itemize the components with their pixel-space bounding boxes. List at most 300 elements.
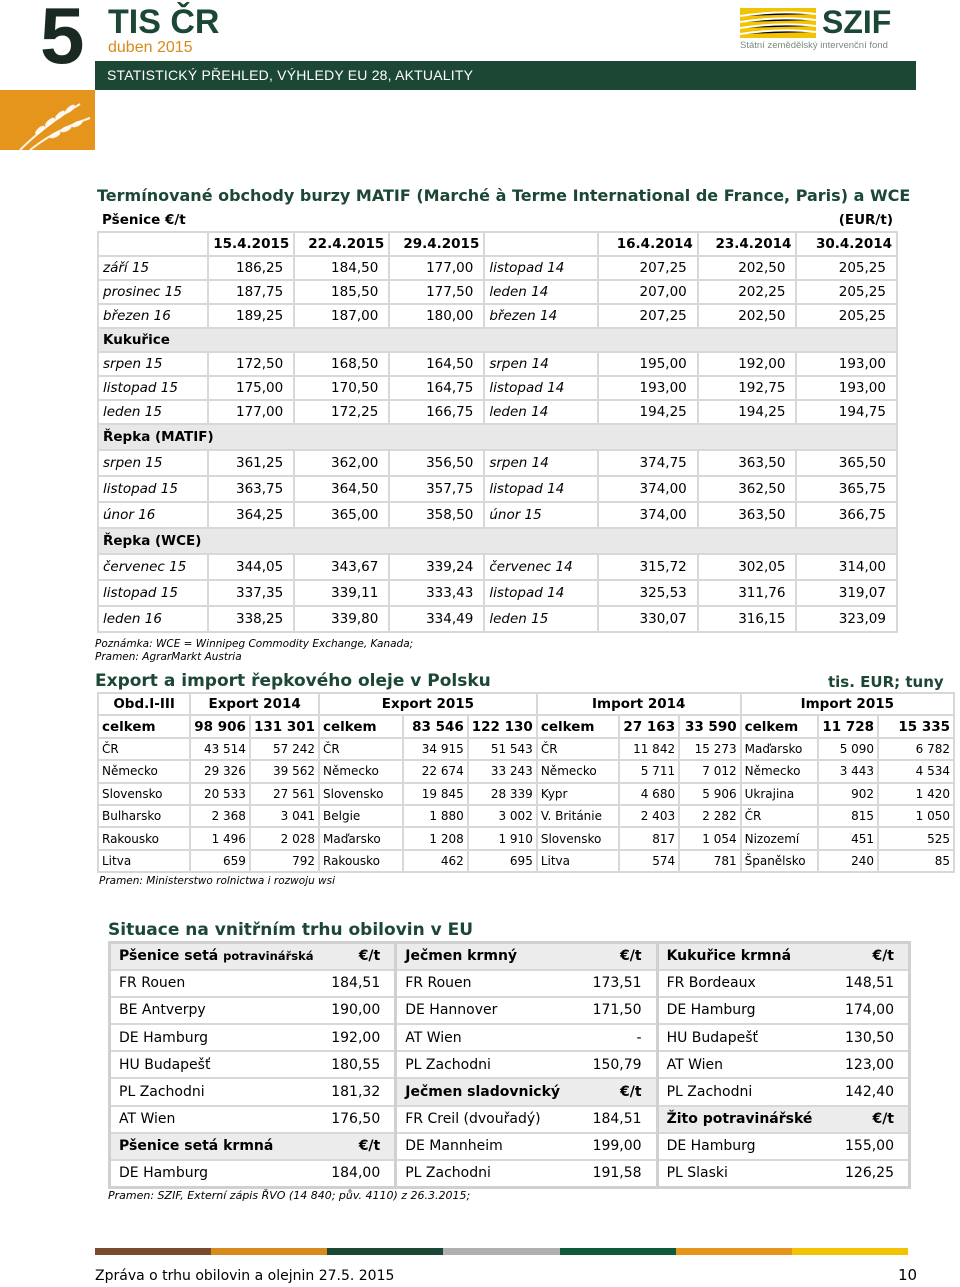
price-cell: 150,79 (580, 1051, 657, 1078)
price-cell: 170,50 (294, 376, 389, 400)
value-cell: 22 674 (403, 760, 468, 782)
value-cell: 695 (468, 850, 537, 872)
price-cell: 374,00 (598, 476, 698, 502)
value-cell: 3 002 (468, 805, 537, 827)
market-cell (396, 1133, 580, 1160)
matif-source: Pramen: AgrarMarkt Austria (95, 651, 242, 663)
label-text: PL Slaski (666, 1165, 728, 1182)
contract-month: srpen 14 (484, 450, 598, 476)
label-text: DE Hamburg (666, 1002, 756, 1019)
price-cell: 337,35 (208, 580, 294, 606)
label-text: Ječmen sladovnický (405, 1084, 561, 1101)
label-text: HU Budapešť (119, 1056, 211, 1073)
price-cell: 205,25 (796, 304, 897, 328)
price-cell: 184,51 (580, 1106, 657, 1133)
szif-logo (740, 6, 920, 54)
header-bar (95, 61, 916, 90)
date-header: 16.4.2014 (598, 232, 698, 256)
country-cell: ČR (319, 738, 403, 760)
value-cell: 51 543 (468, 738, 537, 760)
country-cell: Kypr (537, 783, 620, 805)
value-cell: 27 561 (250, 783, 319, 805)
price-cell: 142,40 (837, 1078, 910, 1105)
wheat-ear-icon (0, 90, 95, 150)
label-text: DE Hannover (405, 1002, 498, 1019)
eu-source: Pramen: SZIF, Externí zápis ŘVO (14 840; pův. 4110) z 26.3.2015; (108, 1189, 471, 1202)
market-cell (110, 1078, 322, 1105)
price-cell: 334,49 (389, 606, 484, 632)
contract-month: srpen 15 (98, 450, 208, 476)
price-cell: 148,51 (837, 970, 910, 997)
eu-rows (110, 943, 910, 1188)
price-cell: 177,00 (389, 256, 484, 280)
unit-cell: €/t (322, 1133, 396, 1160)
table-row (98, 376, 897, 400)
value-cell: 2 282 (679, 805, 741, 827)
value-cell: 2 028 (250, 827, 319, 849)
market-cell (396, 1024, 580, 1051)
szif-logo-icon (740, 8, 816, 38)
contract-month: červenec 14 (484, 554, 598, 580)
price-cell: 323,09 (796, 606, 897, 632)
table-row (98, 352, 897, 376)
table-row (98, 805, 954, 827)
price-cell: 364,25 (208, 502, 294, 528)
value-cell: 1 910 (468, 827, 537, 849)
value-cell: 525 (878, 827, 954, 849)
market-cell (396, 970, 580, 997)
table-row (98, 580, 897, 606)
country-cell: Rakousko (98, 827, 190, 849)
value-cell: 83 546 (403, 715, 468, 737)
price-cell: 187,00 (294, 304, 389, 328)
label-text: PL Zachodni (405, 1165, 491, 1182)
market-cell (110, 997, 322, 1024)
label-text: FR Bordeaux (666, 975, 756, 992)
unit-cell: €/t (837, 1106, 910, 1133)
value-cell: 4 680 (619, 783, 679, 805)
date-header-spacer (484, 232, 598, 256)
table-row (98, 450, 897, 476)
date-header: 22.4.2015 (294, 232, 389, 256)
price-cell: 333,43 (389, 580, 484, 606)
table-row (110, 997, 910, 1024)
country-cell: celkem (741, 715, 819, 737)
market-cell (110, 1024, 322, 1051)
price-cell: 173,51 (580, 970, 657, 997)
label-text: HU Budapešť (666, 1029, 759, 1046)
country-cell: celkem (98, 715, 190, 737)
value-cell: 15 335 (878, 715, 954, 737)
price-cell: 193,00 (796, 376, 897, 400)
label-text: PL Zachodni (405, 1056, 491, 1073)
value-cell: 781 (679, 850, 741, 872)
market-cell (657, 997, 837, 1024)
footer-bar-segment (443, 1248, 559, 1255)
country-cell: Rakousko (319, 850, 403, 872)
price-cell: 194,25 (598, 400, 698, 424)
market-cell (396, 1106, 580, 1133)
value-cell: 122 130 (468, 715, 537, 737)
contract-month: prosinec 15 (98, 280, 208, 304)
oil-rows (98, 715, 954, 872)
value-cell: 817 (619, 827, 679, 849)
contract-month: červenec 15 (98, 554, 208, 580)
country-cell: Slovensko (319, 783, 403, 805)
corn-rows (98, 352, 897, 424)
footer-bar-segment (95, 1248, 211, 1255)
label-text: DE Hamburg (119, 1029, 208, 1046)
page-header (0, 0, 960, 150)
label-text: Pšenice setá krmná (119, 1138, 274, 1155)
table-row (98, 554, 897, 580)
footer-bar-segment (211, 1248, 327, 1255)
wheat-label: Pšenice €/t (102, 211, 186, 228)
value-cell: 20 533 (190, 783, 250, 805)
price-cell: 195,00 (598, 352, 698, 376)
price-cell: 366,75 (796, 502, 897, 528)
contract-month: leden 14 (484, 400, 598, 424)
value-cell: 11 842 (619, 738, 679, 760)
value-cell: 792 (250, 850, 319, 872)
logo-subtitle: Státní zemědělský intervenční fond (740, 40, 888, 51)
label-text: AT Wien (666, 1056, 723, 1073)
price-cell: 339,80 (294, 606, 389, 632)
price-cell: 190,00 (322, 997, 396, 1024)
value-cell: 462 (403, 850, 468, 872)
country-cell: Nizozemí (741, 827, 819, 849)
country-cell: Maďarsko (741, 738, 819, 760)
table-row (98, 760, 954, 782)
price-cell: 177,00 (208, 400, 294, 424)
value-cell: 5 090 (818, 738, 878, 760)
price-cell: 356,50 (389, 450, 484, 476)
price-cell: 362,50 (698, 476, 797, 502)
table-row (98, 715, 954, 737)
commodity-header (110, 943, 322, 970)
country-cell: Slovensko (537, 827, 620, 849)
contract-month: leden 14 (484, 280, 598, 304)
price-cell: 184,00 (322, 1160, 396, 1187)
price-cell: 315,72 (598, 554, 698, 580)
value-cell: 43 514 (190, 738, 250, 760)
table-row (110, 1160, 910, 1187)
table-row (98, 476, 897, 502)
value-cell: 29 326 (190, 760, 250, 782)
price-cell: 344,05 (208, 554, 294, 580)
value-cell: 1 208 (403, 827, 468, 849)
market-cell (657, 1051, 837, 1078)
price-cell: 187,75 (208, 280, 294, 304)
contract-month: únor 15 (484, 502, 598, 528)
rape-matif-rows (98, 450, 897, 528)
value-cell: 5 711 (619, 760, 679, 782)
contract-month: září 15 (98, 256, 208, 280)
label-text: BE Antverpy (119, 1002, 206, 1019)
label-text: PL Zachodni (666, 1084, 753, 1101)
price-cell: 325,53 (598, 580, 698, 606)
price-cell: 374,75 (598, 450, 698, 476)
value-cell: 3 443 (818, 760, 878, 782)
price-cell: 207,25 (598, 304, 698, 328)
footer-color-bar (95, 1248, 908, 1255)
issue-number: 5 (40, 0, 85, 80)
price-cell: 130,50 (837, 1024, 910, 1051)
price-cell: 339,24 (389, 554, 484, 580)
footer-text: Zpráva o trhu obilovin a olejnin 27.5. 2015 (95, 1268, 395, 1284)
oil-header: Import 2015 (741, 693, 954, 715)
value-cell: 574 (619, 850, 679, 872)
wheat-rows (98, 256, 897, 328)
rape-wce-label: Řepka (WCE) (98, 528, 897, 554)
table-row (98, 502, 897, 528)
price-cell: 126,25 (837, 1160, 910, 1187)
contract-month: březen 16 (98, 304, 208, 328)
value-cell: 2 368 (190, 805, 250, 827)
price-cell: 193,00 (598, 376, 698, 400)
country-cell: V. Británie (537, 805, 620, 827)
table-row (110, 1106, 910, 1133)
value-cell: 5 906 (679, 783, 741, 805)
price-cell: 192,00 (322, 1024, 396, 1051)
contract-month: listopad 14 (484, 376, 598, 400)
price-cell: 202,50 (698, 256, 797, 280)
country-cell: ČR (98, 738, 190, 760)
value-cell: 85 (878, 850, 954, 872)
unit-cell: €/t (580, 943, 657, 970)
oil-table (97, 692, 955, 873)
market-cell (657, 1078, 837, 1105)
price-cell: - (580, 1024, 657, 1051)
page-number: 10 (898, 1266, 918, 1284)
price-cell: 361,25 (208, 450, 294, 476)
price-cell: 363,50 (698, 450, 797, 476)
label-suffix: potravinářská (223, 949, 314, 964)
price-cell: 192,00 (698, 352, 797, 376)
value-cell: 11 728 (818, 715, 878, 737)
price-cell: 164,75 (389, 376, 484, 400)
country-cell: Německo (741, 760, 819, 782)
price-cell: 199,00 (580, 1133, 657, 1160)
label-text: FR Rouen (405, 975, 472, 992)
value-cell: 19 845 (403, 783, 468, 805)
price-cell: 176,50 (322, 1106, 396, 1133)
value-cell: 1 054 (679, 827, 741, 849)
price-cell: 166,75 (389, 400, 484, 424)
rape-wce-rows (98, 554, 897, 632)
country-cell: ČR (741, 805, 819, 827)
value-cell: 3 041 (250, 805, 319, 827)
matif-table (97, 208, 898, 633)
value-cell: 34 915 (403, 738, 468, 760)
unit-cell: €/t (837, 943, 910, 970)
value-cell: 57 242 (250, 738, 319, 760)
market-cell (657, 1133, 837, 1160)
price-cell: 175,00 (208, 376, 294, 400)
country-cell: Německo (319, 760, 403, 782)
contract-month: listopad 15 (98, 580, 208, 606)
price-cell: 362,00 (294, 450, 389, 476)
price-cell: 338,25 (208, 606, 294, 632)
country-cell: Litva (537, 850, 620, 872)
matif-note-text: Poznámka: WCE = Winnipeg Commodity Exchange, Kanada; (95, 638, 414, 650)
contract-month: listopad 15 (98, 476, 208, 502)
price-cell: 343,67 (294, 554, 389, 580)
price-cell: 172,25 (294, 400, 389, 424)
footer-bar-segment (560, 1248, 676, 1255)
value-cell: 98 906 (190, 715, 250, 737)
table-row (110, 1078, 910, 1105)
contract-month: leden 15 (98, 400, 208, 424)
date-header-spacer (98, 232, 208, 256)
market-cell (110, 1051, 322, 1078)
header-subtitle: STATISTICKÝ PŘEHLED, VÝHLEDY EU 28, AKTUALITY (107, 67, 474, 83)
price-cell: 194,75 (796, 400, 897, 424)
value-cell: 451 (818, 827, 878, 849)
country-cell: Ukrajina (741, 783, 819, 805)
label-text: AT Wien (119, 1111, 176, 1128)
unit-cell: €/t (322, 943, 396, 970)
value-cell: 1 496 (190, 827, 250, 849)
table-row (98, 304, 897, 328)
value-cell: 1 420 (878, 783, 954, 805)
oil-header: Import 2014 (537, 693, 741, 715)
table-row (98, 850, 954, 872)
price-cell: 374,00 (598, 502, 698, 528)
market-cell (396, 1051, 580, 1078)
contract-month: srpen 14 (484, 352, 598, 376)
table-row (98, 400, 897, 424)
price-cell: 180,00 (389, 304, 484, 328)
contract-month: listopad 15 (98, 376, 208, 400)
price-cell: 164,50 (389, 352, 484, 376)
price-cell: 302,05 (698, 554, 797, 580)
value-cell: 2 403 (619, 805, 679, 827)
value-cell: 15 273 (679, 738, 741, 760)
price-cell: 207,25 (598, 256, 698, 280)
market-cell (396, 997, 580, 1024)
price-cell: 186,25 (208, 256, 294, 280)
country-cell: Německo (537, 760, 620, 782)
table-row (110, 1051, 910, 1078)
logo-name: SZIF (822, 4, 892, 40)
value-cell: 240 (818, 850, 878, 872)
price-cell: 189,25 (208, 304, 294, 328)
footer-bar-segment (676, 1248, 792, 1255)
value-cell: 815 (818, 805, 878, 827)
contract-month: leden 15 (484, 606, 598, 632)
country-cell: Německo (98, 760, 190, 782)
commodity-header (110, 1133, 322, 1160)
table-row (98, 280, 897, 304)
oil-title: Export a import řepkového oleje v Polsku (95, 671, 491, 691)
matif-title: Termínované obchody burzy MATIF (Marché à Terme International de France, Paris) a WCE (97, 186, 911, 205)
contract-month: leden 16 (98, 606, 208, 632)
unit-cell: €/t (580, 1078, 657, 1105)
unit-label: (EUR/t) (838, 211, 893, 228)
price-cell: 365,50 (796, 450, 897, 476)
label-text: DE Hamburg (119, 1165, 208, 1182)
date-header: 15.4.2015 (208, 232, 294, 256)
label-text: Kukuřice krmná (666, 948, 792, 965)
market-cell (396, 1160, 580, 1187)
oil-unit: tis. EUR; tuny (828, 673, 944, 691)
contract-month: listopad 14 (484, 476, 598, 502)
eu-title: Situace na vnitřním trhu obilovin v EU (108, 920, 474, 940)
price-cell: 365,75 (796, 476, 897, 502)
value-cell: 39 562 (250, 760, 319, 782)
contract-month: březen 14 (484, 304, 598, 328)
date-header: 30.4.2014 (796, 232, 897, 256)
price-cell: 339,11 (294, 580, 389, 606)
label-text: AT Wien (405, 1029, 462, 1046)
market-cell (657, 1024, 837, 1051)
market-cell (657, 1160, 837, 1187)
table-row (110, 970, 910, 997)
price-cell: 311,76 (698, 580, 797, 606)
price-cell: 330,07 (598, 606, 698, 632)
issue-month: duben 2015 (108, 39, 193, 56)
label-text: Ječmen krmný (405, 948, 518, 965)
date-header: 23.4.2014 (698, 232, 797, 256)
price-cell: 202,25 (698, 280, 797, 304)
price-cell: 358,50 (389, 502, 484, 528)
price-cell: 177,50 (389, 280, 484, 304)
price-cell: 357,75 (389, 476, 484, 502)
price-cell: 316,15 (698, 606, 797, 632)
footer-bar-segment (792, 1248, 908, 1255)
value-cell: 27 163 (619, 715, 679, 737)
price-cell: 184,51 (322, 970, 396, 997)
contract-month: únor 16 (98, 502, 208, 528)
country-cell: celkem (537, 715, 620, 737)
oil-header: Export 2014 (190, 693, 319, 715)
price-cell: 191,58 (580, 1160, 657, 1187)
price-cell: 207,00 (598, 280, 698, 304)
footer-bar-segment (327, 1248, 443, 1255)
price-cell: 319,07 (796, 580, 897, 606)
price-cell: 314,00 (796, 554, 897, 580)
oil-header: Export 2015 (319, 693, 537, 715)
price-cell: 363,75 (208, 476, 294, 502)
table-row (98, 606, 897, 632)
brand-title: TIS ČR (108, 3, 220, 41)
oil-period: Obd.I-III (98, 693, 190, 715)
value-cell: 28 339 (468, 783, 537, 805)
country-cell: ČR (537, 738, 620, 760)
country-cell: Litva (98, 850, 190, 872)
label-text: Žito potravinářské (666, 1111, 813, 1128)
value-cell: 659 (190, 850, 250, 872)
table-row (110, 943, 910, 970)
market-cell (110, 970, 322, 997)
market-cell (110, 1160, 322, 1187)
country-cell: Španělsko (741, 850, 819, 872)
price-cell: 193,00 (796, 352, 897, 376)
value-cell: 33 243 (468, 760, 537, 782)
contract-month: srpen 15 (98, 352, 208, 376)
value-cell: 131 301 (250, 715, 319, 737)
value-cell: 6 782 (878, 738, 954, 760)
contract-month: listopad 14 (484, 580, 598, 606)
price-cell: 185,50 (294, 280, 389, 304)
oil-source: Pramen: Ministerstwo rolnictwa i rozwoju wsi (99, 875, 336, 887)
label-text: PL Zachodni (119, 1084, 205, 1101)
price-cell: 205,25 (796, 256, 897, 280)
label-text: DE Hamburg (666, 1138, 756, 1155)
eu-table (108, 941, 911, 1189)
price-cell: 205,25 (796, 280, 897, 304)
